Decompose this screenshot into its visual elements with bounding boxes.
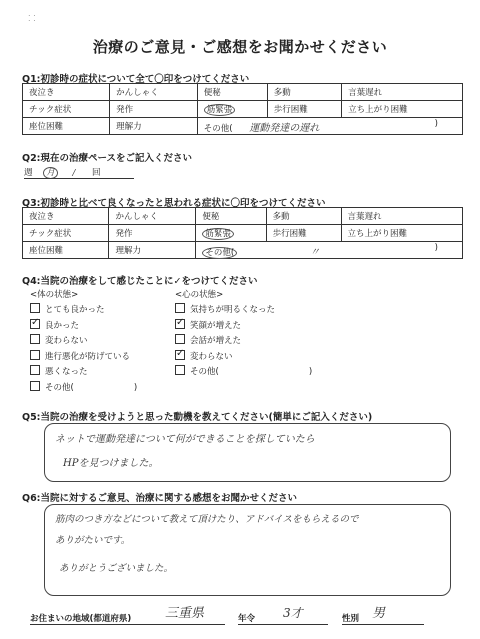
q2-week: 週: [24, 168, 33, 178]
region-value: 三重県: [165, 606, 205, 621]
q5-answer-line: ネットで運動発達について何ができることを探していたら: [55, 434, 315, 445]
form-title: 治療のご意見・ご感想をお聞かせください: [92, 38, 388, 56]
q2-month-circled: 月: [43, 167, 58, 179]
q3-cell: 立ち上がり困難: [341, 225, 462, 242]
checkbox[interactable]: [30, 381, 40, 391]
q4-body-item[interactable]: [30, 381, 137, 397]
q4-body-list: [30, 303, 137, 396]
q3-cell: 発作: [109, 225, 196, 242]
q3-cell: 歩行困難: [266, 225, 341, 242]
q6-answer-box[interactable]: [44, 504, 451, 596]
q4-mind-item[interactable]: [175, 350, 312, 366]
q4-body-item-label: とても良かった: [45, 305, 105, 315]
q1-cell: 立ち上がり困難: [342, 101, 463, 118]
q3-other-circled: その他(: [202, 247, 237, 259]
q5-answer-box[interactable]: [44, 423, 451, 482]
q3-cell: チック症状: [23, 225, 109, 242]
q4-body-close-paren: ): [133, 382, 138, 393]
checkbox[interactable]: [175, 303, 185, 313]
gender-label: 性別: [342, 614, 360, 624]
page-marks: ⁚ ⁚: [28, 14, 36, 23]
q3-cell: [196, 225, 266, 242]
q3-cell: かんしゃく: [109, 208, 196, 225]
q1-cell: 座位困難: [23, 118, 110, 135]
q4-mind-item-label: 会話が増えた: [190, 336, 242, 346]
q3-heading: Q3:初診時と比べて良くなったと思われる症状に〇印をつけてください: [22, 198, 326, 209]
q4-mind-item[interactable]: [175, 303, 312, 319]
q1-cell: 発作: [110, 101, 198, 118]
q4-body-item[interactable]: [30, 303, 137, 319]
q4-mind-item-label: 変わらない: [190, 351, 233, 362]
q4-body-item-label: その他(: [45, 382, 74, 393]
checkbox-checked[interactable]: [175, 350, 185, 360]
age-value: 3才: [283, 606, 303, 620]
q2-slash: /: [72, 168, 76, 178]
q3-cell: 理解力: [109, 242, 196, 259]
q4-body-item-label: 進行悪化が防げている: [45, 351, 131, 362]
q4-mind-item-label: 気持ちが明るくなった: [190, 305, 276, 315]
q5-heading: Q5:当院の治療を受けようと思った動機を教えてください(簡単にご記入ください): [22, 412, 373, 423]
gender-value: 男: [372, 606, 386, 621]
q4-body-item[interactable]: [30, 350, 137, 366]
q1-table: [22, 83, 463, 135]
q1-cell: 言葉遅れ: [342, 84, 463, 101]
q2-pace-line: [24, 166, 134, 178]
q1-other-label: その他(: [203, 123, 233, 134]
q1-cell: かんしゃく: [110, 84, 198, 101]
q2-times: 回: [92, 168, 101, 178]
q1-circled-option: 筋緊張: [204, 104, 236, 116]
q5-answer-line: HPを見つけました。: [63, 458, 159, 469]
checkbox[interactable]: [30, 334, 40, 344]
checkbox[interactable]: [30, 303, 40, 313]
region-underline: [30, 624, 225, 625]
q4-body-item-label: 変わらない: [45, 336, 88, 346]
q1-cell: チック症状: [23, 101, 110, 118]
q6-answer-line: 筋肉のつき方などについて教えて頂けたり、アドバイスをもらえるので: [55, 514, 359, 525]
q3-other-cell: [196, 242, 463, 259]
q3-circled-option: 筋緊張: [202, 228, 234, 240]
q3-cell: 言葉遅れ: [341, 208, 462, 225]
checkbox-checked[interactable]: [175, 319, 185, 329]
gender-underline: [342, 624, 424, 625]
q4-body-item-label: 悪くなった: [45, 367, 88, 377]
q4-mind-item-label: その他(: [190, 367, 219, 377]
q1-cell: 便秘: [197, 84, 267, 101]
q2-underline: [24, 178, 134, 179]
q1-other-handwritten: 運動発達の遅れ: [249, 122, 320, 134]
q3-cell: 多動: [266, 208, 341, 225]
q1-cell: [197, 101, 267, 118]
q3-cell: 座位困難: [23, 242, 109, 259]
age-underline: [238, 624, 328, 625]
q6-heading: Q6:当院に対するご意見、治療に関する感想をお聞かせください: [22, 493, 297, 504]
q2-heading: Q2:現在の治療ペースをご記入ください: [22, 153, 193, 164]
q1-cell: 理解力: [110, 118, 198, 135]
q6-answer-line: ありがたいです。: [55, 535, 131, 546]
q1-cell: 多動: [267, 84, 341, 101]
q3-close-paren: ): [434, 242, 438, 253]
q4-mind-list: [175, 303, 312, 381]
q4-body-label: <体の状態>: [30, 290, 79, 300]
q4-mind-item[interactable]: [175, 334, 312, 350]
q4-body-item-label: 良かった: [45, 320, 80, 331]
q4-body-item[interactable]: [30, 334, 137, 350]
q4-mind-close-paren: ): [308, 367, 313, 377]
q3-table: [22, 207, 463, 259]
age-label: 年令: [238, 614, 256, 624]
q4-body-item[interactable]: [30, 319, 137, 335]
checkbox-checked[interactable]: [30, 319, 40, 329]
q4-mind-item[interactable]: [175, 365, 312, 381]
checkbox[interactable]: [30, 350, 40, 360]
checkbox[interactable]: [30, 365, 40, 375]
checkbox[interactable]: [175, 365, 185, 375]
region-label: お住まいの地域(都道府県): [30, 614, 132, 624]
q4-mind-item[interactable]: [175, 319, 312, 335]
q3-other-handwritten: 〃: [309, 246, 320, 258]
q4-heading: Q4:当院の治療をして感じたことに✓をつけてください: [22, 276, 258, 287]
q4-body-item[interactable]: [30, 365, 137, 381]
q1-close-paren: ): [434, 118, 438, 129]
q1-heading: Q1:初診時の症状について全て〇印をつけてください: [22, 74, 250, 85]
q4-mind-item-label: 笑顔が増えた: [190, 320, 242, 331]
q1-cell: 歩行困難: [267, 101, 341, 118]
q4-mind-label: <心の状態>: [175, 290, 224, 300]
q3-cell: 夜泣き: [23, 208, 109, 225]
q1-cell: 夜泣き: [23, 84, 110, 101]
q1-other-cell: [197, 118, 462, 135]
checkbox[interactable]: [175, 334, 185, 344]
q3-cell: 便秘: [196, 208, 266, 225]
q6-answer-line: ありがとうございました。: [59, 563, 174, 574]
